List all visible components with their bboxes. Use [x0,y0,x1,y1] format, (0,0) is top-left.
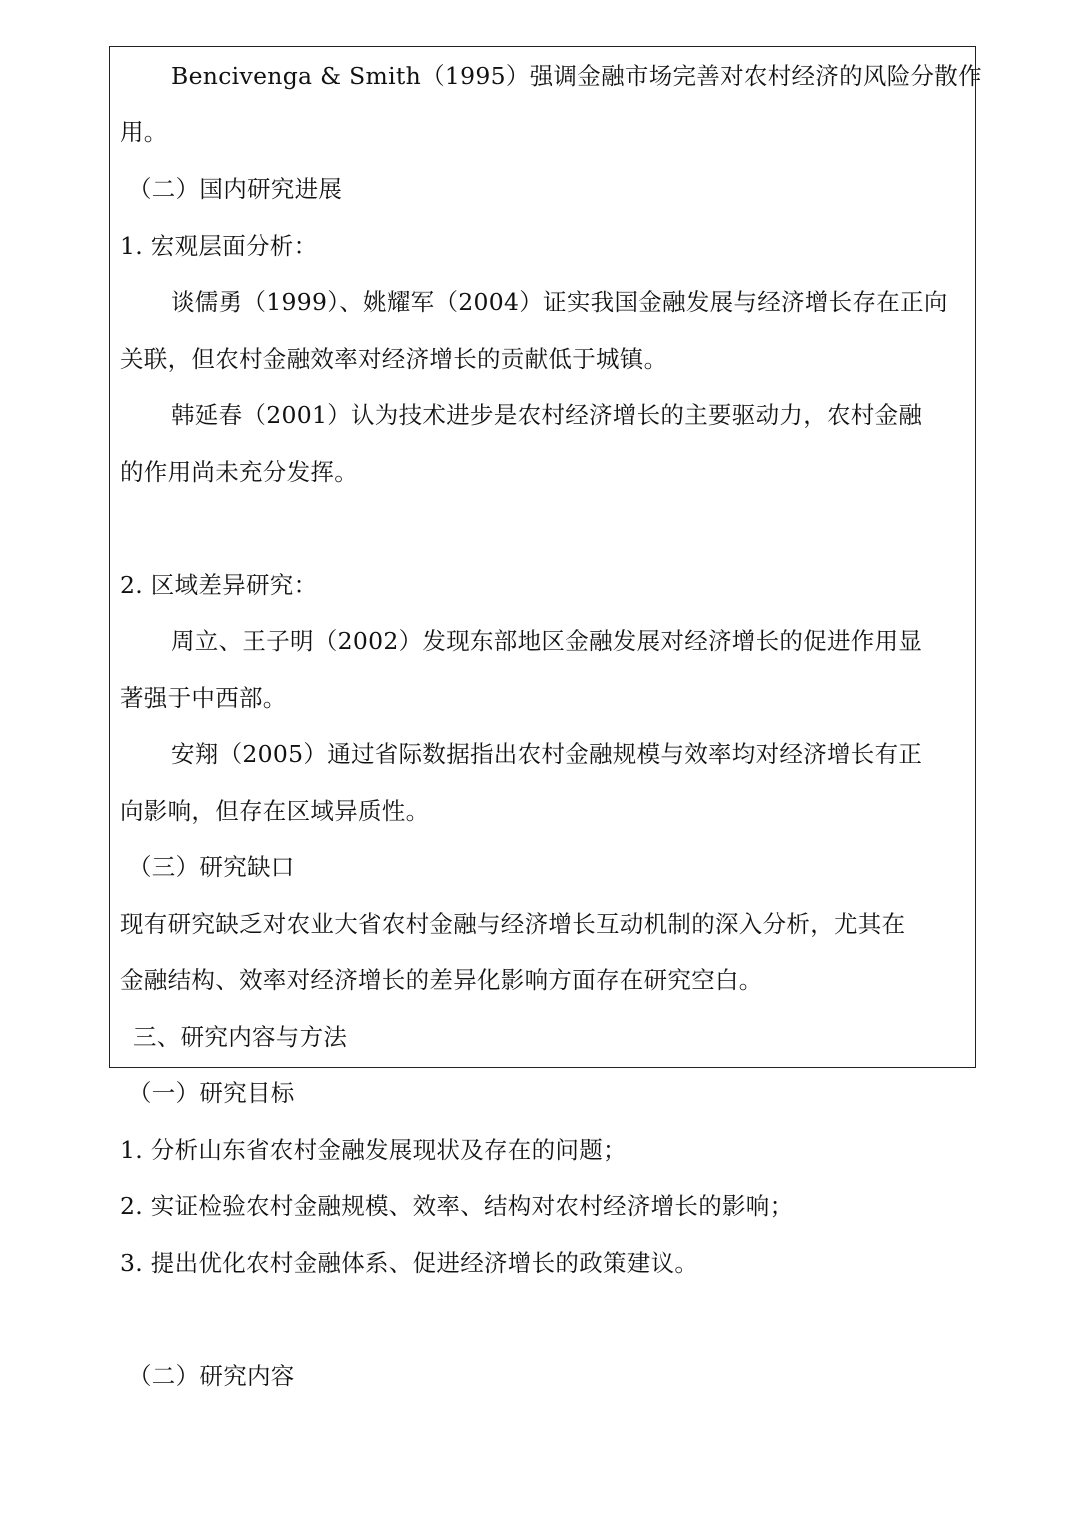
paragraph-line: 向影响，但存在区域异质性。 [120,797,430,825]
subsection-heading: 1. 宏观层面分析： [120,232,318,260]
paragraph-line: Bencivenga & Smith（1995）强调金融市场完善对农村经济的风险分散作 [171,62,982,90]
section-heading: （三）研究缺口 [128,853,295,881]
paragraph-line: 著强于中西部。 [120,684,287,712]
paragraph-line: 用。 [120,118,168,146]
paragraph-line: 安翔（2005）通过省际数据指出农村金融规模与效率均对经济增长有正 [171,740,923,768]
paragraph-line: 周立、王子明（2002）发现东部地区金融发展对经济增长的促进作用显 [171,627,923,655]
list-item: 3. 提出优化农村金融体系、促进经济增长的政策建议。 [120,1249,699,1277]
paragraph-line: 的作用尚未充分发挥。 [120,458,358,486]
paragraph-line: 韩延春（2001）认为技术进步是农村经济增长的主要驱动力，农村金融 [171,401,923,429]
paragraph-line: 现有研究缺乏对农业大省农村金融与经济增长互动机制的深入分析，尤其在 [120,910,906,938]
paragraph-line: 谈儒勇（1999）、姚耀军（2004）证实我国金融发展与经济增长存在正向 [171,288,948,316]
list-item: 1. 分析山东省农村金融发展现状及存在的问题； [120,1136,627,1164]
section-heading: （一）研究目标 [128,1079,295,1107]
section-heading: （二）研究内容 [128,1362,295,1390]
chapter-heading: 三、研究内容与方法 [133,1023,348,1051]
subsection-heading: 2. 区域差异研究： [120,571,318,599]
section-heading: （二）国内研究进展 [128,175,343,203]
list-item: 2. 实证检验农村金融规模、效率、结构对农村经济增长的影响； [120,1192,794,1220]
paragraph-line: 关联，但农村金融效率对经济增长的贡献低于城镇。 [120,345,668,373]
paragraph-line: 金融结构、效率对经济增长的差异化影响方面存在研究空白。 [120,966,763,994]
